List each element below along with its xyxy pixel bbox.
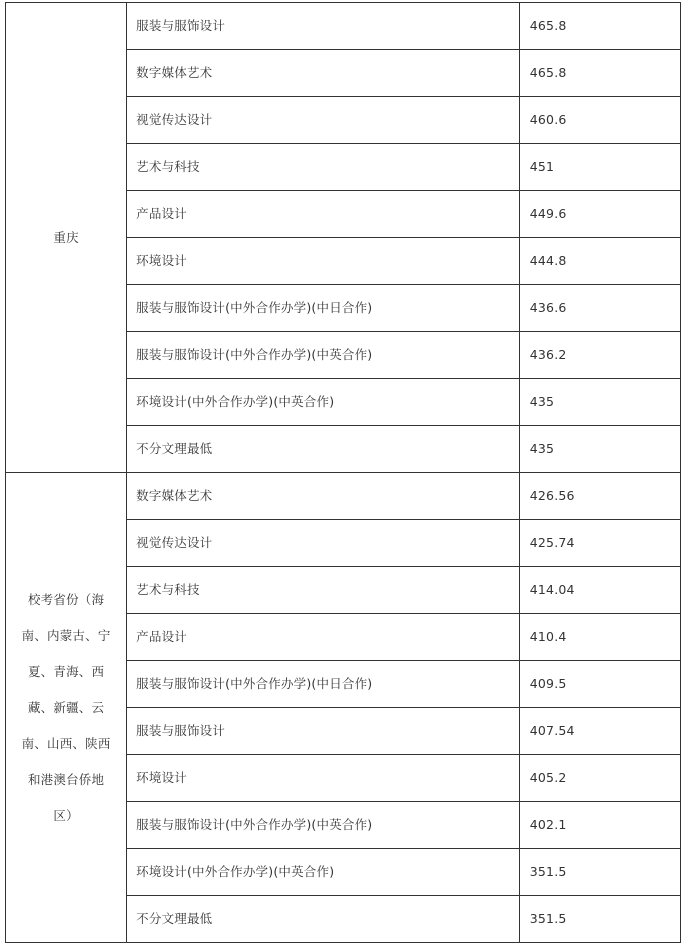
score-cell: 425.74: [519, 520, 680, 567]
score-cell: 410.4: [519, 614, 680, 661]
score-cell: 444.8: [519, 238, 680, 285]
score-cell: 435: [519, 426, 680, 473]
major-cell: 服装与服饰设计(中外合作办学)(中英合作): [127, 332, 520, 379]
score-cell: 414.04: [519, 567, 680, 614]
major-cell: 数字媒体艺术: [127, 473, 520, 520]
region-cell: [6, 3, 127, 473]
major-cell: 服装与服饰设计(中外合作办学)(中日合作): [127, 285, 520, 332]
major-cell: 服装与服饰设计: [127, 708, 520, 755]
major-cell: 艺术与科技: [127, 567, 520, 614]
score-cell: 405.2: [519, 755, 680, 802]
table-row: [6, 3, 681, 50]
major-cell: 视觉传达设计: [127, 520, 520, 567]
region-label: 校考省份（海南、内蒙古、宁夏、青海、西藏、新疆、云南、山西、陕西和港澳台侨地区）: [21, 591, 111, 823]
major-cell: 服装与服饰设计(中外合作办学)(中日合作): [127, 661, 520, 708]
score-cell: 449.6: [519, 191, 680, 238]
score-cell: 465.8: [519, 3, 680, 50]
score-cell: 436.2: [519, 332, 680, 379]
major-cell: 环境设计(中外合作办学)(中英合作): [127, 379, 520, 426]
score-cell: 451: [519, 144, 680, 191]
score-cell: 351.5: [519, 896, 680, 943]
score-table: [5, 2, 681, 943]
major-cell: 数字媒体艺术: [127, 50, 520, 97]
score-cell: 409.5: [519, 661, 680, 708]
score-table-body: [6, 3, 681, 943]
major-cell: 视觉传达设计: [127, 97, 520, 144]
score-cell: 426.56: [519, 473, 680, 520]
score-cell: 460.6: [519, 97, 680, 144]
major-cell: 服装与服饰设计: [127, 3, 520, 50]
major-cell: 产品设计: [127, 191, 520, 238]
major-cell: 环境设计: [127, 755, 520, 802]
score-cell: 407.54: [519, 708, 680, 755]
major-cell: 服装与服饰设计(中外合作办学)(中英合作): [127, 802, 520, 849]
major-cell: 不分文理最低: [127, 426, 520, 473]
major-cell: 产品设计: [127, 614, 520, 661]
major-cell: 环境设计: [127, 238, 520, 285]
region-label: 重庆: [53, 229, 79, 245]
major-cell: 艺术与科技: [127, 144, 520, 191]
score-cell: 402.1: [519, 802, 680, 849]
score-cell: 465.8: [519, 50, 680, 97]
score-cell: 435: [519, 379, 680, 426]
region-cell: [6, 473, 127, 943]
major-cell: 环境设计(中外合作办学)(中英合作): [127, 849, 520, 896]
major-cell: 不分文理最低: [127, 896, 520, 943]
score-cell: 351.5: [519, 849, 680, 896]
table-row: [6, 473, 681, 520]
score-cell: 436.6: [519, 285, 680, 332]
